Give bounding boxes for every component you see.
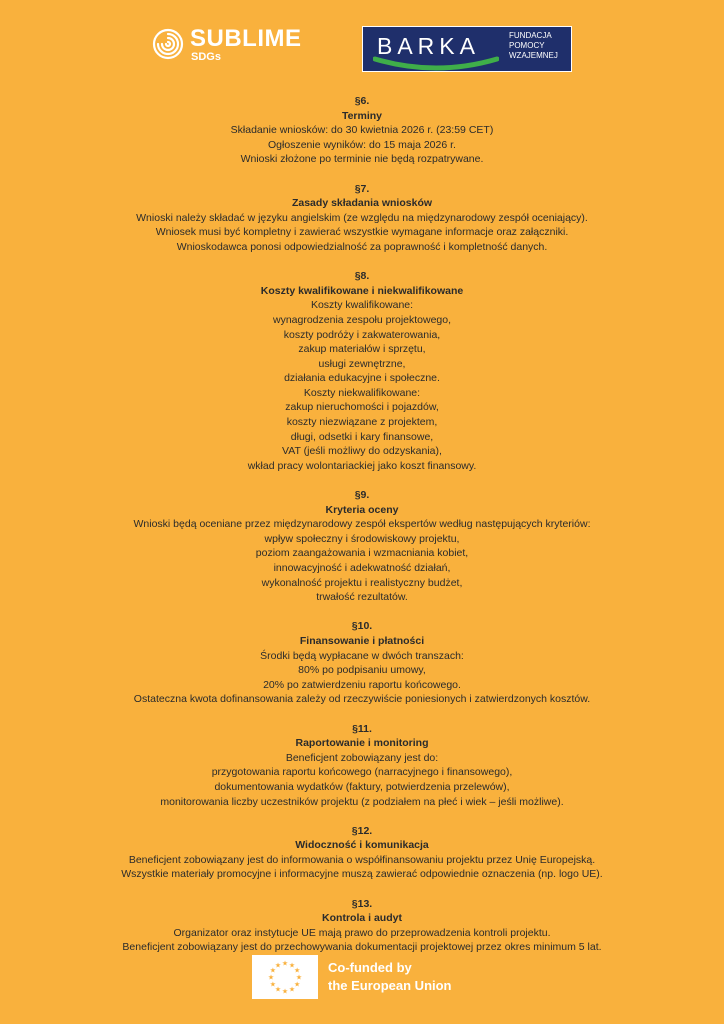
barka-tagline-line: POMOCY: [509, 41, 545, 50]
section-line: Koszty niekwalifikowane:: [303, 386, 421, 399]
sublime-subtitle: SDGs: [191, 51, 221, 63]
section-title: Terminy: [341, 109, 383, 122]
eu-cofunded-footer: [252, 955, 482, 999]
barka-tagline-line: WZAJEMNEJ: [509, 51, 558, 60]
eu-star-icon: ★: [288, 962, 296, 970]
eu-text-line: the European Union: [328, 978, 452, 993]
section: [0, 488, 724, 605]
section-line: Koszty kwalifikowane:: [310, 299, 414, 312]
section-line: monitorowania liczby uczestników projektu (z podziałem na płeć i wiek – jeśli możliwe).: [160, 795, 564, 808]
section-line: koszty podróży i zakwaterowania,: [283, 328, 441, 341]
section-line: Beneficjent zobowiązany jest do:: [285, 751, 439, 764]
section-line: usługi zewnętrzne,: [318, 357, 406, 370]
section-line: Wszystkie materiały promocyjne i informacyjne muszą zawierać odpowiednie oznaczenia (np. logo UE).: [121, 868, 603, 881]
section-line: Wnioskodawca ponosi odpowiedzialność za poprawność i kompletność danych.: [176, 240, 548, 253]
eu-star-icon: ★: [269, 981, 277, 989]
section-number: §7.: [354, 182, 370, 195]
section: [0, 619, 724, 707]
section-line: zakup nieruchomości i pojazdów,: [285, 401, 439, 414]
barka-arc-icon: [373, 55, 499, 71]
eu-text: [328, 959, 488, 995]
section-line: 20% po zatwierdzeniu raportu końcowego.: [263, 678, 461, 691]
eu-star-icon: ★: [269, 967, 277, 975]
section-number: §13.: [351, 897, 373, 910]
section: [0, 824, 724, 882]
eu-star-icon: ★: [295, 974, 303, 982]
section-line: Ogłoszenie wyników: do 15 maja 2026 r.: [268, 138, 456, 151]
section-line: wkład pracy wolontariackiej jako koszt finansowy.: [247, 459, 477, 472]
eu-stars-icon: [252, 955, 318, 999]
section-title: Koszty kwalifikowane i niekwalifikowane: [260, 284, 464, 297]
section-number: §10.: [351, 620, 373, 633]
eu-star-icon: ★: [281, 960, 289, 968]
section-line: innowacyjność i adekwatność działań,: [273, 562, 451, 574]
section-line: VAT (jeśli możliwy do odzyskania),: [282, 445, 442, 458]
eu-star-icon: ★: [293, 981, 301, 989]
section: [0, 722, 724, 810]
barka-tagline: [509, 31, 569, 61]
eu-flag-icon: [252, 955, 318, 999]
section-title: Zasady składania wniosków: [291, 197, 433, 210]
header: [0, 24, 724, 76]
eu-star-icon: ★: [293, 967, 301, 975]
barka-logo: [362, 26, 572, 72]
section: [0, 269, 724, 473]
section-line: Wniosek musi być kompletny i zawierać wszystkie wymagane informacje oraz załączniki.: [155, 226, 569, 239]
section-line: trwałość rezultatów.: [316, 591, 408, 604]
section-line: 80% po podpisaniu umowy,: [298, 664, 426, 677]
section-title: Kontrola i audyt: [322, 912, 402, 925]
section-line: wpływ społeczny i środowiskowy projektu,: [264, 532, 460, 545]
section: [0, 182, 724, 255]
section-title: Widoczność i komunikacja: [295, 839, 429, 852]
sublime-fingerprint-icon: [152, 28, 184, 60]
section-number: §6.: [354, 95, 370, 107]
section-line: Środki będą wypłacane w dwóch transzach:: [260, 649, 464, 662]
eu-star-icon: ★: [274, 962, 282, 970]
eu-star-icon: ★: [274, 986, 282, 994]
barka-tagline-line: FUNDACJA: [509, 31, 552, 40]
eu-star-icon: ★: [281, 988, 289, 996]
section-line: Beneficjent zobowiązany jest do informowania o współfinansowaniu projektu przez Unię Europejską.: [128, 853, 596, 866]
section: [0, 897, 724, 955]
section-line: Wnioski należy składać w języku angielskim (ze względu na międzynarodowy zespół oceniający).: [136, 211, 588, 224]
section-line: Beneficjent zobowiązany jest do przechowywania dokumentacji projektowej przez okres minimum 5 lat.: [122, 941, 602, 954]
section-title: Kryteria oceny: [325, 503, 399, 516]
section-number: §9.: [354, 489, 370, 502]
section-line: wynagrodzenia zespołu projektowego,: [272, 313, 452, 326]
section-title: Raportowanie i monitoring: [295, 737, 429, 750]
sublime-title: SUBLIME: [190, 25, 302, 52]
section-line: przygotowania raportu końcowego (narracyjnego i finansowego),: [211, 766, 513, 779]
sublime-logo: [152, 26, 302, 70]
barka-name: BARKA: [377, 33, 480, 59]
section-line: dokumentowania wydatków (faktury, potwierdzenia przelewów),: [214, 780, 510, 793]
section-line: działania edukacyjne i społeczne.: [284, 372, 440, 385]
section-number: §11.: [352, 722, 372, 735]
section-title: Finansowanie i płatności: [299, 634, 425, 647]
section-number: §12.: [351, 824, 373, 837]
section-line: Organizator oraz instytucje UE mają prawo do przeprowadzenia kontroli projektu.: [173, 926, 551, 939]
eu-star-icon: ★: [288, 986, 296, 994]
eu-text-line: Co-funded by: [328, 960, 412, 975]
section-number: §8.: [354, 270, 370, 283]
section-line: długi, odsetki i kary finansowe,: [290, 430, 434, 443]
regulations-content: [0, 94, 724, 970]
section-line: wykonalność projektu i realistyczny budżet,: [261, 576, 463, 589]
section-line: koszty niezwiązane z projektem,: [286, 416, 438, 429]
section-line: Składanie wniosków: do 30 kwietnia 2026 r. (23:59 CET): [230, 124, 494, 137]
section: [0, 94, 724, 167]
section-line: Wnioski złożone po terminie nie będą rozpatrywane.: [240, 153, 484, 166]
section-line: Ostateczna kwota dofinansowania zależy od rzeczywiście poniesionych i zatwierdzonych kosztów.: [133, 693, 591, 706]
section-line: Wnioski będą oceniane przez międzynarodowy zespół ekspertów według następujących kryteriów:: [133, 518, 591, 531]
section-line: zakup materiałów i sprzętu,: [298, 343, 426, 356]
section-line: poziom zaangażowania i wzmacniania kobiet,: [255, 547, 469, 560]
eu-star-icon: ★: [267, 974, 275, 982]
